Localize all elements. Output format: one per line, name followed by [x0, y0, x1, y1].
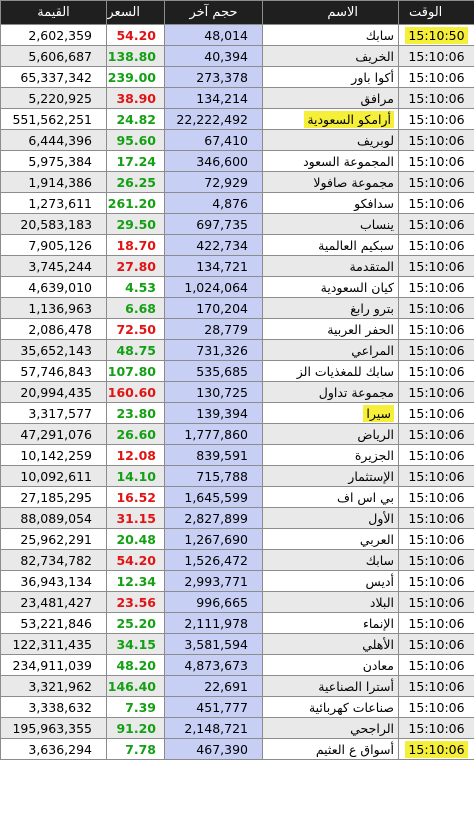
cell-time: [399, 151, 474, 172]
cell-time: [399, 676, 474, 697]
cell-time: [399, 88, 474, 109]
cell-price: 34.15: [107, 634, 165, 655]
cell-volume: 139,394: [165, 403, 263, 424]
cell-volume: 697,735: [165, 214, 263, 235]
cell-value: 3,317,577: [1, 403, 107, 424]
trade-time: 15:10:06: [408, 510, 465, 526]
trade-time: 15:10:06: [408, 258, 465, 274]
cell-price: 48.20: [107, 655, 165, 676]
cell-price: 72.50: [107, 319, 165, 340]
table-row[interactable]: [1, 718, 474, 739]
cell-value: 195,963,355: [1, 718, 107, 739]
stock-name: المراعي: [351, 342, 394, 358]
cell-volume: 4,873,673: [165, 655, 263, 676]
cell-time: [399, 445, 474, 466]
cell-volume: 3,581,594: [165, 634, 263, 655]
cell-name: [263, 613, 399, 634]
cell-volume: 996,665: [165, 592, 263, 613]
cell-time: [399, 109, 474, 130]
cell-name: [263, 109, 399, 130]
cell-price: 26.60: [107, 424, 165, 445]
stock-name: مجموعة تداول: [318, 384, 394, 400]
stock-name: لوبريف: [356, 132, 394, 148]
trade-time: 15:10:50: [405, 27, 467, 44]
cell-volume: 451,777: [165, 697, 263, 718]
stock-name: ينساب: [360, 216, 394, 232]
cell-volume: 1,645,599: [165, 487, 263, 508]
table-row[interactable]: [1, 634, 474, 655]
cell-time: [399, 550, 474, 571]
cell-value: 23,481,427: [1, 592, 107, 613]
cell-time: [399, 508, 474, 529]
column-header-value[interactable]: القيمة: [1, 1, 107, 25]
cell-value: 3,338,632: [1, 697, 107, 718]
trade-time: 15:10:06: [408, 48, 465, 64]
cell-value: 3,745,244: [1, 256, 107, 277]
cell-name: [263, 151, 399, 172]
trade-time: 15:10:06: [408, 111, 465, 127]
trade-time: 15:10:06: [408, 615, 465, 631]
table-row[interactable]: [1, 151, 474, 172]
cell-volume: 2,827,899: [165, 508, 263, 529]
stock-name: المتقدمة: [349, 258, 394, 274]
trade-time: 15:10:06: [408, 699, 465, 715]
cell-value: 57,746,843: [1, 361, 107, 382]
cell-price: 91.20: [107, 718, 165, 739]
cell-name: [263, 298, 399, 319]
table-row[interactable]: [1, 466, 474, 487]
cell-volume: 48,014: [165, 25, 263, 46]
table-row[interactable]: [1, 67, 474, 88]
cell-price: 239.00: [107, 67, 165, 88]
cell-time: [399, 130, 474, 151]
cell-volume: 1,777,860: [165, 424, 263, 445]
cell-name: [263, 193, 399, 214]
trade-time: 15:10:06: [408, 384, 465, 400]
cell-price: 261.20: [107, 193, 165, 214]
table-row[interactable]: [1, 235, 474, 256]
table-row[interactable]: [1, 319, 474, 340]
cell-volume: 22,691: [165, 676, 263, 697]
cell-time: [399, 592, 474, 613]
cell-volume: 1,526,472: [165, 550, 263, 571]
cell-value: 47,291,076: [1, 424, 107, 445]
cell-value: 2,086,478: [1, 319, 107, 340]
table-row[interactable]: [1, 277, 474, 298]
cell-name: [263, 46, 399, 67]
cell-volume: 134,214: [165, 88, 263, 109]
cell-time: [399, 298, 474, 319]
column-header-time[interactable]: الوقت: [399, 1, 474, 25]
stock-name: سيرا: [363, 405, 394, 422]
cell-price: 12.34: [107, 571, 165, 592]
cell-time: [399, 67, 474, 88]
stock-name: مرافق: [360, 90, 394, 106]
trade-time: 15:10:06: [408, 90, 465, 106]
table-row[interactable]: [1, 508, 474, 529]
cell-volume: 4,876: [165, 193, 263, 214]
cell-time: [399, 193, 474, 214]
cell-volume: 2,993,771: [165, 571, 263, 592]
cell-time: [399, 718, 474, 739]
cell-price: 14.10: [107, 466, 165, 487]
table-row[interactable]: [1, 571, 474, 592]
cell-volume: 273,378: [165, 67, 263, 88]
table-row[interactable]: [1, 88, 474, 109]
cell-volume: 40,394: [165, 46, 263, 67]
cell-volume: 2,148,721: [165, 718, 263, 739]
cell-name: [263, 466, 399, 487]
cell-name: [263, 571, 399, 592]
cell-price: 7.39: [107, 697, 165, 718]
stock-name: الخريف: [355, 48, 394, 64]
cell-time: [399, 25, 474, 46]
cell-name: [263, 487, 399, 508]
stock-name: أديس: [365, 573, 394, 589]
table-row[interactable]: [1, 529, 474, 550]
cell-value: 7,905,126: [1, 235, 107, 256]
cell-price: 54.20: [107, 25, 165, 46]
cell-price: 54.20: [107, 550, 165, 571]
cell-volume: 72,929: [165, 172, 263, 193]
cell-volume: 22,222,492: [165, 109, 263, 130]
stock-name: الراجحي: [350, 720, 394, 736]
stock-name: بي اس اف: [336, 489, 394, 505]
cell-time: [399, 46, 474, 67]
stock-name: بترو رابغ: [350, 300, 394, 316]
stock-name: أسواق ع العثيم: [315, 741, 394, 757]
cell-name: [263, 172, 399, 193]
cell-value: 35,652,143: [1, 340, 107, 361]
cell-time: [399, 235, 474, 256]
stock-name: أرامكو السعودية: [304, 111, 394, 128]
stock-name: الرياض: [357, 426, 394, 442]
cell-name: [263, 235, 399, 256]
stock-name: الحفر العربية: [327, 321, 394, 337]
cell-volume: 1,024,064: [165, 277, 263, 298]
cell-value: 82,734,782: [1, 550, 107, 571]
stock-name: الإستثمار: [348, 468, 394, 484]
trade-time: 15:10:06: [408, 405, 465, 421]
cell-volume: 346,600: [165, 151, 263, 172]
cell-time: [399, 424, 474, 445]
cell-volume: 67,410: [165, 130, 263, 151]
cell-time: [399, 403, 474, 424]
cell-price: 95.60: [107, 130, 165, 151]
trade-time: 15:10:06: [408, 468, 465, 484]
stock-name: سدافكو: [354, 195, 394, 211]
trade-time: 15:10:06: [408, 531, 465, 547]
trade-time: 15:10:06: [408, 300, 465, 316]
cell-volume: 28,779: [165, 319, 263, 340]
table-row[interactable]: [1, 256, 474, 277]
stock-name: الجزيرة: [354, 447, 394, 463]
cell-name: [263, 718, 399, 739]
cell-price: 107.80: [107, 361, 165, 382]
cell-price: 31.15: [107, 508, 165, 529]
cell-volume: 2,111,978: [165, 613, 263, 634]
table-row[interactable]: [1, 25, 474, 46]
cell-value: 53,221,846: [1, 613, 107, 634]
trade-time: 15:10:06: [408, 594, 465, 610]
stock-name: الإنماء: [363, 615, 394, 631]
cell-name: [263, 403, 399, 424]
table-row[interactable]: [1, 298, 474, 319]
cell-price: 6.68: [107, 298, 165, 319]
stock-name: سبكيم العالمية: [318, 237, 394, 253]
trade-time: 15:10:06: [405, 741, 467, 758]
cell-time: [399, 361, 474, 382]
cell-price: 18.70: [107, 235, 165, 256]
cell-volume: 731,326: [165, 340, 263, 361]
table-row[interactable]: [1, 424, 474, 445]
trade-time: 15:10:06: [408, 636, 465, 652]
cell-price: 12.08: [107, 445, 165, 466]
cell-value: 6,444,396: [1, 130, 107, 151]
table-row[interactable]: [1, 613, 474, 634]
cell-time: [399, 382, 474, 403]
cell-volume: 839,591: [165, 445, 263, 466]
cell-name: [263, 550, 399, 571]
trade-time: 15:10:06: [408, 132, 465, 148]
cell-time: [399, 529, 474, 550]
cell-price: 20.48: [107, 529, 165, 550]
cell-time: [399, 256, 474, 277]
trade-time: 15:10:06: [408, 573, 465, 589]
table-row[interactable]: [1, 655, 474, 676]
cell-volume: 467,390: [165, 739, 263, 760]
cell-price: 24.82: [107, 109, 165, 130]
cell-price: 25.20: [107, 613, 165, 634]
table-header-row: [1, 1, 474, 25]
cell-time: [399, 487, 474, 508]
table-row[interactable]: [1, 445, 474, 466]
cell-name: [263, 697, 399, 718]
cell-value: 20,583,183: [1, 214, 107, 235]
cell-value: 2,602,359: [1, 25, 107, 46]
cell-name: [263, 277, 399, 298]
stock-name: سابك: [365, 552, 394, 568]
cell-name: [263, 676, 399, 697]
cell-value: 5,606,687: [1, 46, 107, 67]
table-row[interactable]: [1, 172, 474, 193]
cell-time: [399, 571, 474, 592]
cell-price: 38.90: [107, 88, 165, 109]
trade-time: 15:10:06: [408, 657, 465, 673]
column-header-name[interactable]: الاسم: [263, 1, 399, 25]
table-body: [1, 25, 474, 760]
cell-price: 7.78: [107, 739, 165, 760]
cell-price: 48.75: [107, 340, 165, 361]
trade-time: 15:10:06: [408, 279, 465, 295]
stock-name: المجموعة السعود: [303, 153, 394, 169]
table-row[interactable]: [1, 214, 474, 235]
cell-time: [399, 214, 474, 235]
trade-time: 15:10:06: [408, 153, 465, 169]
cell-name: [263, 592, 399, 613]
cell-time: [399, 277, 474, 298]
cell-volume: 535,685: [165, 361, 263, 382]
cell-time: [399, 172, 474, 193]
trade-time: 15:10:06: [408, 174, 465, 190]
table-row[interactable]: [1, 592, 474, 613]
cell-price: 16.52: [107, 487, 165, 508]
stock-name: مجموعة صافولا: [313, 174, 394, 190]
table-row[interactable]: [1, 361, 474, 382]
stock-name: العربي: [359, 531, 394, 547]
cell-time: [399, 466, 474, 487]
cell-value: 4,639,010: [1, 277, 107, 298]
cell-value: 88,089,054: [1, 508, 107, 529]
trade-time: 15:10:06: [408, 426, 465, 442]
table-row[interactable]: [1, 46, 474, 67]
cell-value: 234,911,039: [1, 655, 107, 676]
cell-time: [399, 340, 474, 361]
stock-name: أكوا باور: [351, 69, 394, 85]
table-row[interactable]: [1, 382, 474, 403]
cell-volume: 134,721: [165, 256, 263, 277]
cell-time: [399, 319, 474, 340]
cell-value: 36,943,134: [1, 571, 107, 592]
cell-time: [399, 613, 474, 634]
cell-name: [263, 424, 399, 445]
cell-time: [399, 634, 474, 655]
cell-name: [263, 739, 399, 760]
cell-price: 26.25: [107, 172, 165, 193]
cell-value: 65,337,342: [1, 67, 107, 88]
cell-name: [263, 88, 399, 109]
cell-value: 27,185,295: [1, 487, 107, 508]
cell-value: 1,136,963: [1, 298, 107, 319]
stock-name: سابك: [365, 27, 394, 43]
trade-time: 15:10:06: [408, 678, 465, 694]
cell-value: 10,092,611: [1, 466, 107, 487]
cell-name: [263, 340, 399, 361]
table-row[interactable]: [1, 487, 474, 508]
stock-name: كيان السعودية: [320, 279, 394, 295]
cell-price: 23.80: [107, 403, 165, 424]
cell-name: [263, 25, 399, 46]
cell-value: 5,975,384: [1, 151, 107, 172]
cell-name: [263, 508, 399, 529]
cell-price: 4.53: [107, 277, 165, 298]
stock-name: البلاد: [369, 594, 394, 610]
stock-name: الأول: [368, 510, 394, 526]
trade-time: 15:10:06: [408, 363, 465, 379]
table-row[interactable]: [1, 340, 474, 361]
trade-time: 15:10:06: [408, 195, 465, 211]
cell-value: 1,273,611: [1, 193, 107, 214]
cell-name: [263, 529, 399, 550]
cell-time: [399, 739, 474, 760]
column-header-volume[interactable]: حجم آخر: [165, 1, 263, 25]
cell-value: 551,562,251: [1, 109, 107, 130]
stock-name: الأهلي: [362, 636, 394, 652]
cell-price: 29.50: [107, 214, 165, 235]
cell-value: 20,994,435: [1, 382, 107, 403]
table-row[interactable]: [1, 550, 474, 571]
trade-time: 15:10:06: [408, 237, 465, 253]
trade-time: 15:10:06: [408, 489, 465, 505]
table-row[interactable]: [1, 697, 474, 718]
cell-value: 25,962,291: [1, 529, 107, 550]
cell-time: [399, 697, 474, 718]
cell-name: [263, 130, 399, 151]
trade-time: 15:10:06: [408, 552, 465, 568]
cell-value: 3,321,962: [1, 676, 107, 697]
trade-time: 15:10:06: [408, 216, 465, 232]
cell-price: 23.56: [107, 592, 165, 613]
cell-time: [399, 655, 474, 676]
table-row[interactable]: [1, 676, 474, 697]
table-row[interactable]: [1, 403, 474, 424]
cell-price: 27.80: [107, 256, 165, 277]
cell-value: 122,311,435: [1, 634, 107, 655]
trade-time: 15:10:06: [408, 69, 465, 85]
cell-value: 1,914,386: [1, 172, 107, 193]
cell-volume: 1,267,690: [165, 529, 263, 550]
stock-name: صناعات كهربائية: [308, 699, 394, 715]
cell-volume: 422,734: [165, 235, 263, 256]
trade-time: 15:10:06: [408, 447, 465, 463]
cell-name: [263, 445, 399, 466]
cell-name: [263, 382, 399, 403]
cell-name: [263, 319, 399, 340]
cell-name: [263, 256, 399, 277]
trade-time: 15:10:06: [408, 321, 465, 337]
cell-volume: 715,788: [165, 466, 263, 487]
cell-name: [263, 361, 399, 382]
column-header-price[interactable]: السعر: [107, 1, 165, 25]
cell-price: 138.80: [107, 46, 165, 67]
cell-name: [263, 214, 399, 235]
stock-name: سابك للمغذيات الز: [296, 363, 394, 379]
trade-time: 15:10:06: [408, 720, 465, 736]
cell-value: 10,142,259: [1, 445, 107, 466]
stock-name: أسترا الصناعية: [318, 678, 394, 694]
cell-value: 3,636,294: [1, 739, 107, 760]
cell-price: 160.60: [107, 382, 165, 403]
table-row[interactable]: [1, 130, 474, 151]
cell-volume: 170,204: [165, 298, 263, 319]
trade-time: 15:10:06: [408, 342, 465, 358]
table-row[interactable]: [1, 193, 474, 214]
cell-name: [263, 634, 399, 655]
cell-value: 5,220,925: [1, 88, 107, 109]
cell-volume: 130,725: [165, 382, 263, 403]
stock-name: معادن: [362, 657, 394, 673]
table-row[interactable]: [1, 109, 474, 130]
cell-price: 17.24: [107, 151, 165, 172]
cell-name: [263, 67, 399, 88]
cell-name: [263, 655, 399, 676]
cell-price: 146.40: [107, 676, 165, 697]
table-row[interactable]: [1, 739, 474, 760]
